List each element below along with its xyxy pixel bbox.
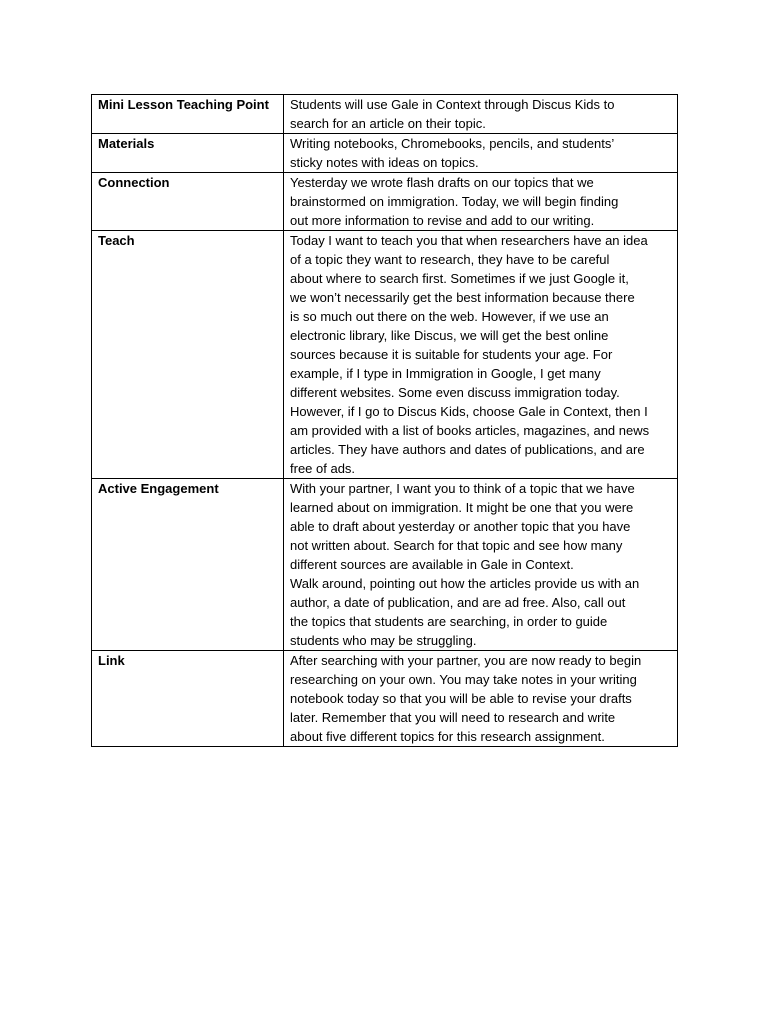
table-row (92, 231, 678, 479)
row-label: Link (92, 651, 284, 747)
lesson-plan-table (91, 94, 678, 747)
row-label: Materials (92, 134, 284, 173)
row-label: Teach (92, 231, 284, 479)
row-label: Mini Lesson Teaching Point (92, 95, 284, 134)
table-row (92, 95, 678, 134)
row-content: After searching with your partner, you are now ready to begin researching on your own. You may take notes in your writing notebook today so that you will be able to revise your drafts later. Remember that you will need to research and write about five different topics for this research assignment. (284, 651, 678, 747)
table-row (92, 651, 678, 747)
table-row (92, 479, 678, 651)
row-label: Active Engagement (92, 479, 284, 651)
row-content: Yesterday we wrote flash drafts on our topics that we brainstormed on immigration. Today, we will begin finding out more information to revise and add to our writing. (284, 173, 678, 231)
table-row (92, 173, 678, 231)
table-row (92, 134, 678, 173)
row-label: Connection (92, 173, 284, 231)
row-content: Today I want to teach you that when researchers have an idea of a topic they want to research, they have to be careful about where to search first. Sometimes if we just Google it, we won’t necessarily get the best information because there is so much out there on the web. However, if we use an electronic library, like Discus, we will get the best online sources because it is suitable for students your age. For example, if I type in Immigration in Google, I get many different websites. Some even discuss immigration today. However, if I go to Discus Kids, choose Gale in Context, then I am provided with a list of books articles, magazines, and news articles. They have authors and dates of publications, and are free of ads. (284, 231, 678, 479)
row-content: Students will use Gale in Context through Discus Kids to search for an article on their topic. (284, 95, 678, 134)
row-content: With your partner, I want you to think of a topic that we have learned about on immigration. It might be one that you were able to draft about yesterday or another topic that you have not written about. Search for that topic and see how many different sources are available in Gale in Context. Walk around, pointing out how the articles provide us with an author, a date of publication, and are ad free. Also, call out the topics that students are searching, in order to guide students who may be struggling. (284, 479, 678, 651)
row-content: Writing notebooks, Chromebooks, pencils, and students’ sticky notes with ideas on topics. (284, 134, 678, 173)
